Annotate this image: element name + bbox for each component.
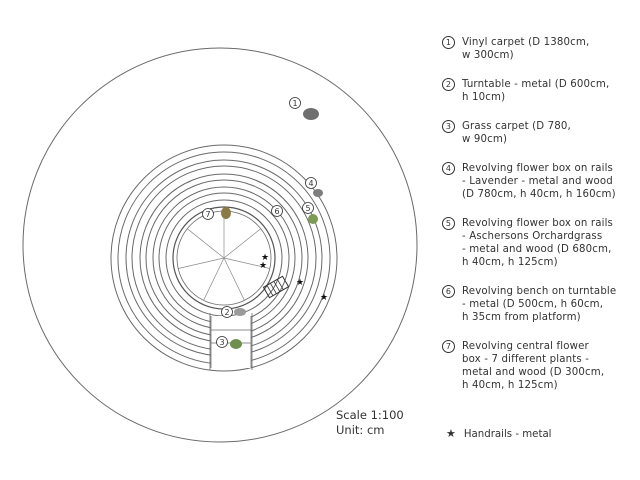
turntable-swatch bbox=[234, 308, 246, 316]
central-planter-swatch bbox=[221, 207, 231, 219]
svg-text:6: 6 bbox=[274, 207, 280, 216]
handrail-star-icon: ★ bbox=[259, 261, 268, 271]
legend-text: Revolving bench on turntable - metal (D 500cm, h 60cm, h 35cm from platform) bbox=[462, 286, 617, 323]
legend-text: Revolving central flower box - 7 different plants - metal and wood (D 300cm, h 40cm, h 125cm) bbox=[462, 341, 605, 391]
svg-text:2: 2 bbox=[224, 308, 230, 317]
handrail-star-icon: ★ bbox=[446, 427, 456, 440]
handrail-markers bbox=[259, 253, 328, 303]
legend-number: 2 bbox=[442, 78, 455, 91]
legend-text: Revolving flower box on rails - Aschersons Orchardgrass - metal and wood (D 680cm, h 40cm, h 125cm) bbox=[462, 218, 614, 268]
callout-5 bbox=[303, 203, 314, 214]
legend-item-3 bbox=[442, 120, 632, 146]
lavender-swatch bbox=[313, 189, 323, 197]
legend-number: 7 bbox=[442, 340, 455, 353]
handrail-star-icon: ★ bbox=[320, 293, 329, 303]
legend-text: Vinyl carpet (D 1380cm, w 300cm) bbox=[462, 37, 590, 61]
central-box-dividers bbox=[178, 211, 270, 300]
svg-text:3: 3 bbox=[219, 338, 225, 347]
legend-item-1 bbox=[442, 36, 632, 62]
callout-4 bbox=[306, 178, 317, 189]
legend bbox=[442, 36, 632, 408]
legend-item-7 bbox=[442, 340, 632, 392]
legend-item-6 bbox=[442, 285, 632, 324]
legend-item-5 bbox=[442, 217, 632, 269]
svg-text:7: 7 bbox=[205, 210, 211, 219]
grass-carpet-swatch bbox=[230, 339, 242, 349]
svg-text:4: 4 bbox=[308, 179, 314, 188]
legend-text: Handrails - metal bbox=[463, 429, 552, 440]
callout-3 bbox=[217, 337, 228, 348]
legend-number: 1 bbox=[442, 36, 455, 49]
scale-note: Scale 1:100 Unit: cm bbox=[336, 408, 404, 437]
svg-text:1: 1 bbox=[292, 99, 298, 108]
outer-ring bbox=[23, 48, 417, 442]
handrail-star-icon: ★ bbox=[296, 278, 305, 288]
legend-item-handrails bbox=[446, 427, 552, 440]
legend-text: Grass carpet (D 780, w 90cm) bbox=[462, 121, 571, 145]
legend-item-2 bbox=[442, 78, 632, 104]
callout-6 bbox=[272, 206, 283, 217]
legend-number: 3 bbox=[442, 120, 455, 133]
handrail-star-icon: ★ bbox=[261, 253, 270, 263]
legend-number: 6 bbox=[442, 285, 455, 298]
callout-2 bbox=[222, 307, 233, 318]
legend-number: 4 bbox=[442, 162, 455, 175]
legend-item-4 bbox=[442, 162, 632, 201]
orchardgrass-swatch bbox=[308, 214, 318, 224]
legend-number: 5 bbox=[442, 217, 455, 230]
legend-text: Turntable - metal (D 600cm, h 10cm) bbox=[462, 79, 610, 103]
callout-7 bbox=[203, 209, 214, 220]
svg-text:5: 5 bbox=[305, 204, 311, 213]
legend-text: Revolving flower box on rails - Lavender - metal and wood (D 780cm, h 40cm, h 160cm) bbox=[462, 163, 616, 200]
callout-1 bbox=[290, 98, 301, 109]
vinyl-carpet-swatch bbox=[303, 108, 319, 120]
